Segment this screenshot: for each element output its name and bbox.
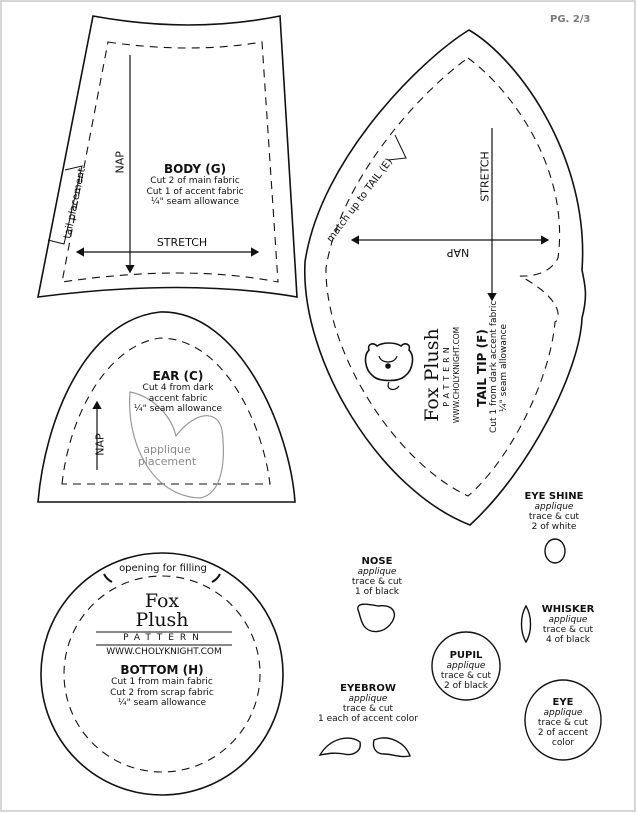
pupil-info [430,650,502,691]
eyebrow-line-1: trace & cut [342,704,394,715]
eye-shine-shape [545,539,565,563]
ear-applique-line-2: placement [137,455,197,469]
bottom-piece-info [100,664,224,708]
eyebrow-right-shape [373,738,410,757]
bottom-brand-url: WWW.CHOLYKNIGHT.COM [106,647,222,657]
ear-nap-label: NAP [93,433,107,456]
ear-piece-title: EAR (C) [152,369,204,383]
tail-tip-brand-name: Fox Plush [421,328,443,422]
nose-shape [358,604,395,631]
body-piece-outline [38,16,297,297]
pupil-kind: applique [446,661,486,672]
eyebrow-left-shape [320,738,360,755]
bottom-opening-label: opening for filling [119,563,207,574]
whisker-info [530,604,606,645]
tail-tip-brand-block [422,305,462,445]
ear-line-1: Cut 4 from dark [142,383,214,394]
nose-kind: applique [357,567,397,578]
eye-shine-line-1: trace & cut [528,512,580,523]
body-piece-info [135,163,255,207]
pupil-line-1: trace & cut [440,671,492,682]
whisker-title: WHISKER [541,604,595,615]
bottom-opening-tick-left [104,574,112,582]
eye-shine-kind: applique [534,502,574,513]
tail-tip-outline [305,30,586,525]
eye-shine-line-2: 2 of white [531,522,577,533]
body-line-2: Cut 1 of accent fabric [146,186,244,197]
bottom-piece-title: BOTTOM (H) [120,663,204,677]
tail-tip-stretch-label: STRETCH [478,151,492,202]
eye-kind: applique [543,708,583,719]
tail-tip-brand-url: WWW.CHOLYKNIGHT.COM [452,326,461,424]
eyebrow-line-2: 1 each of accent color [318,714,418,725]
body-piece-title: BODY (G) [163,162,227,176]
tail-tip-brand-pattern: PATTERN [442,343,451,407]
bottom-brand-pattern: PATTERN [123,633,205,643]
bottom-brand-name-2: Plush [135,609,189,631]
eyebrow-kind: applique [348,694,388,705]
fox-logo-icon [366,343,413,389]
body-tail-placement-label: tail placement [62,167,88,240]
whisker-line-1: trace & cut [542,625,594,636]
eye-shine-info [512,491,596,532]
bottom-line-1: Cut 1 from main fabric [111,677,213,688]
ear-piece-info [128,370,228,414]
pupil-line-2: 2 of black [443,681,488,692]
ear-line-2: accent fabric [148,393,208,404]
eyebrow-info [312,683,424,724]
tail-tip-title: TAIL TIP (F) [475,329,489,407]
ear-applique-line-1: applique [143,443,191,456]
whisker-line-2: 4 of black [545,635,590,646]
tail-tip-line-1: Cut 1 from dark accent fabric [489,300,499,433]
nose-line-1: trace & cut [351,577,403,588]
eye-line-3: color [551,738,575,749]
bottom-line-3: ¼" seam allowance [117,697,207,708]
eye-info [528,697,598,749]
bottom-brand-name [112,592,212,630]
bottom-opening-tick-right [212,574,220,582]
tail-tip-line-2: ¼" seam allowance [499,323,509,413]
nose-info [338,556,416,597]
eye-title: EYE [552,697,574,708]
eye-line-2: 2 of accent [537,728,589,739]
ear-line-3: ¼" seam allowance [133,403,223,414]
pupil-title: PUPIL [449,650,483,661]
bottom-brand-name-1: Fox [144,590,180,612]
page-number: PG. 2/3 [550,14,591,25]
nose-line-2: 1 of black [354,587,399,598]
eyebrow-title: EYEBROW [340,683,396,694]
body-stretch-label: STRETCH [156,236,208,249]
tail-tip-nap-label: NAP [446,246,470,259]
body-line-1: Cut 2 of main fabric [150,176,240,187]
eye-line-1: trace & cut [537,718,589,729]
tail-tip-info [475,300,515,433]
eye-shine-title: EYE SHINE [524,491,584,502]
body-line-3: ¼" seam allowance [150,196,240,207]
ear-applique-label [131,444,203,469]
nose-title: NOSE [361,556,393,567]
bottom-line-2: Cut 2 from scrap fabric [110,687,214,698]
whisker-kind: applique [548,615,588,626]
tail-tip-match-up-label: match up to TAIL (E) [324,156,396,245]
body-nap-label: NAP [113,151,127,174]
